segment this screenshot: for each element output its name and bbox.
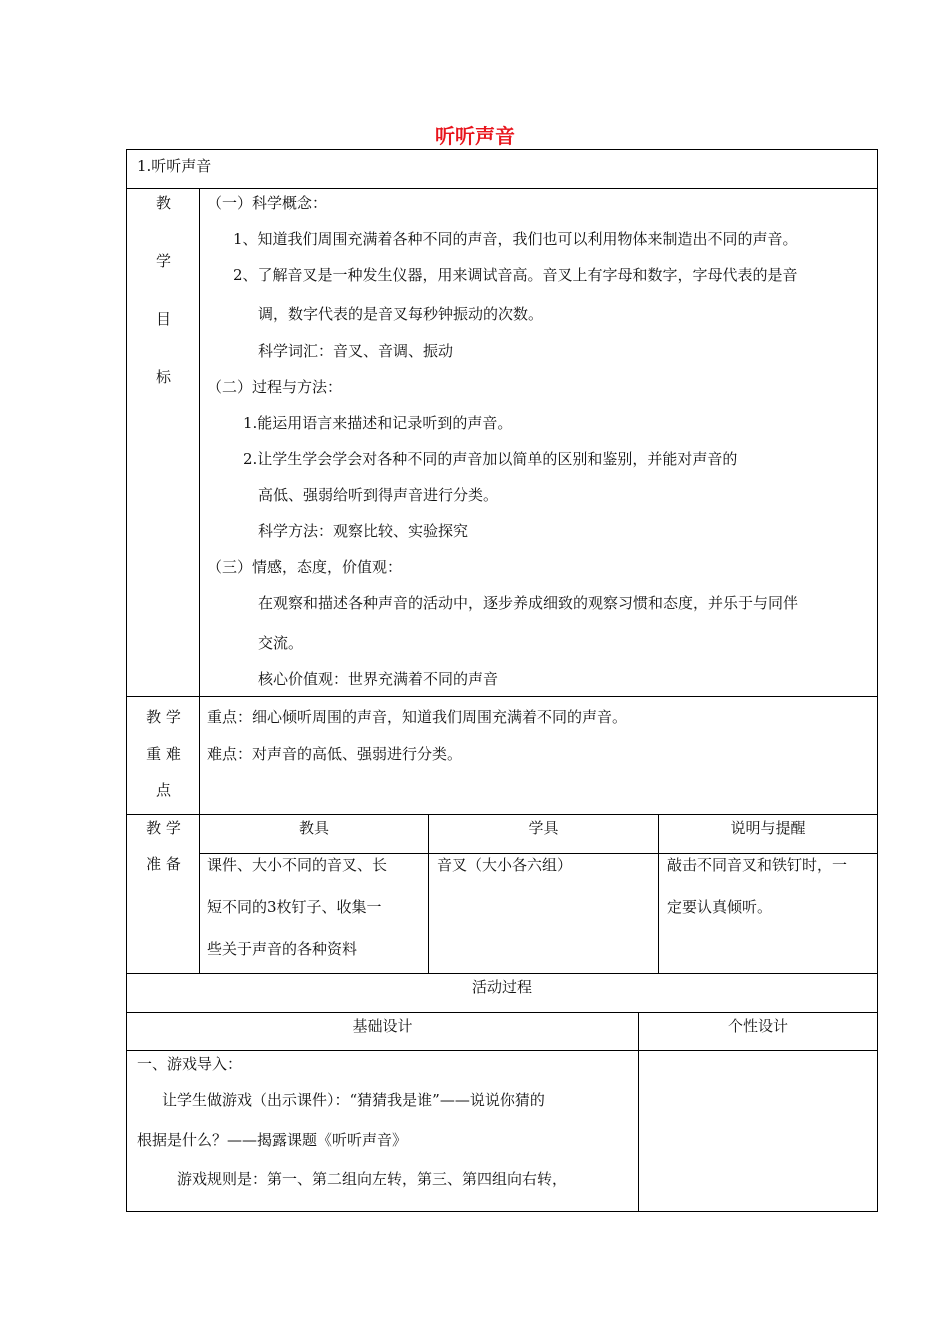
objective-item: 2、了解音叉是一种发生仪器，用来调试音高。音叉上有字母和数字，字母代表的是音 [233,266,798,284]
notes-line: 敲击不同音叉和铁钉时，一 [667,856,848,874]
key-points-label: 教 学 [146,708,181,726]
activity-line: 游戏规则是：第一、第二组向左转，第三、第四组向右转， [177,1170,568,1188]
objectives-label-char: 目 [155,310,171,328]
objective-item: 1、知道我们周围充满着各种不同的声音，我们也可以利用物体来制造出不同的声音。 [233,230,798,248]
objective-item-continuation: 高低、强弱给听到得声音进行分类。 [258,486,499,504]
row-divider [127,188,877,189]
objectives-section-heading: （二）过程与方法： [207,378,343,396]
row-divider [127,696,877,697]
method-line: 科学方法：观察比较、实验探究 [258,522,469,540]
lesson-label: 1.听听声音 [137,157,212,175]
objective-item-continuation: 交流。 [258,634,304,652]
objective-item-continuation: 调，数字代表的是音叉每秒钟振动的次数。 [258,305,544,323]
column-divider [638,1012,639,1212]
row-divider [127,1050,877,1051]
objective-item: 1.能运用语言来描述和记录听到的声音。 [243,414,513,432]
key-points-label: 重 难 [146,745,181,763]
key-points-label: 点 [155,781,171,799]
personal-design-header: 个性设计 [727,1017,788,1035]
basic-design-header: 基础设计 [352,1017,413,1035]
teacher-tools-line: 短不同的3枚钉子、收集一 [207,898,382,916]
row-divider [200,853,877,854]
preparation-header-teacher-tools: 教具 [298,819,329,837]
student-tools-text: 音叉（大小各六组） [437,856,573,874]
objectives-section-heading: （一）科学概念： [207,194,328,212]
activity-intro-heading: 一、游戏导入： [137,1055,243,1073]
key-point-focus: 重点：细心倾听周围的声音，知道我们周围充满着不同的声音。 [207,708,628,726]
objectives-label-char: 教 [155,194,171,212]
key-point-difficulty: 难点：对声音的高低、强弱进行分类。 [207,745,463,763]
teacher-tools-line: 些关于声音的各种资料 [207,940,358,958]
lesson-plan-table [126,149,878,1212]
teacher-tools-line: 课件、大小不同的音叉、长 [207,856,388,874]
activity-header: 活动过程 [471,978,532,996]
row-divider [127,1012,877,1013]
row-divider [127,973,877,974]
objective-item: 2.让学生学会学会对各种不同的声音加以简单的区别和鉴别，并能对声音的 [243,450,738,468]
preparation-label: 准 备 [146,855,181,873]
activity-line: 根据是什么？——揭露课题《听听声音》 [137,1131,408,1149]
vocabulary-line: 科学词汇：音叉、音调、振动 [258,342,454,360]
preparation-header-notes: 说明与提醒 [730,819,806,837]
row-divider [127,1211,877,1212]
notes-line: 定要认真倾听。 [667,898,773,916]
objectives-label-char: 学 [155,252,171,270]
document-title: 听听声音 [435,124,515,148]
core-value-line: 核心价值观：世界充满着不同的声音 [258,670,499,688]
activity-line: 让学生做游戏（出示课件）：“猜猜我是谁”——说说你猜的 [162,1091,545,1109]
objectives-section-heading: （三）情感，态度，价值观： [207,558,403,576]
preparation-label: 教 学 [146,819,181,837]
objectives-label-char: 标 [155,368,171,386]
preparation-header-student-tools: 学具 [528,819,559,837]
objective-item: 在观察和描述各种声音的活动中，逐步养成细致的观察习惯和态度，并乐于与同伴 [258,594,799,612]
row-divider [127,814,877,815]
